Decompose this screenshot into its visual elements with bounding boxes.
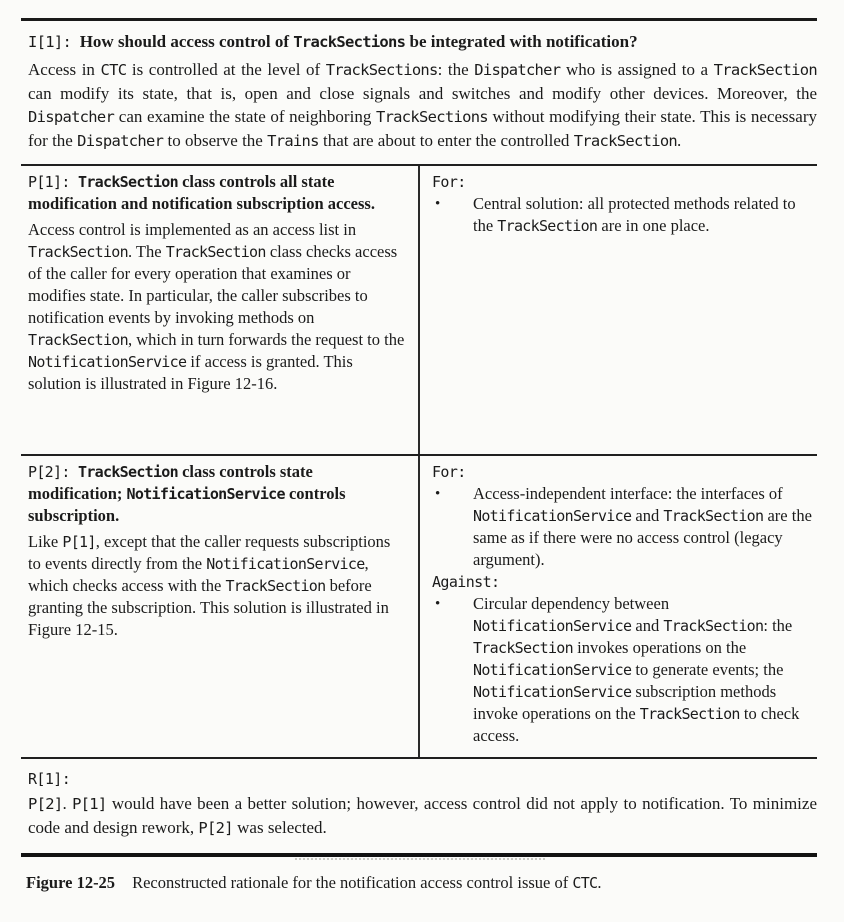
figure-caption-label: Figure 12-25: [26, 873, 116, 892]
resolution-label: R[1]:: [28, 770, 71, 788]
against-label: Against:: [432, 573, 500, 591]
proposal-1-assessment-cell: [420, 166, 817, 454]
issue-description: Access in CTC is controlled at the level of TrackSections: the Dispatcher who is assigned to a TrackSection can modify its state, that is, open and close signals and switches and modify other devices. Moreover, the Dispatcher can examine the state of neighboring TrackSections without modifying their state. This is necessary for the Dispatcher to observe the Trains that are about to enter the controlled TrackSection.: [28, 60, 818, 150]
top-rule: [21, 18, 817, 21]
proposal-2-assessment-cell: [420, 456, 817, 757]
proposal-1-cell: [21, 166, 420, 454]
figure-caption-text: Reconstructed rationale for the notification access control issue of CTC.: [132, 873, 602, 892]
bullet-text: Access-independent interface: the interfaces of NotificationService and TrackSection are the same as if there were no access control (legacy argument).: [473, 484, 812, 569]
figure-bottom-rule: [21, 853, 817, 857]
proposal-1-body: Access control is implemented as an access list in TrackSection. The TrackSection class checks access of the caller for every operation that examines or modifies state. In particular, the caller subscribes to notification events by invoking methods on TrackSection, which in turn forwards the request to the NotificationService if access is granted. This solution is illustrated in Figure 12-16.: [28, 220, 405, 393]
bullet-text: Central solution: all protected methods related to the TrackSection are in one place.: [473, 194, 796, 235]
for-label: For:: [432, 463, 466, 481]
for-label: For:: [432, 173, 466, 191]
resolution-section: [28, 768, 817, 840]
issue-heading: I[1]: How should access control of TrackSections be integrated with notification?: [28, 32, 638, 51]
rationale-table: [21, 164, 817, 759]
figure-caption: [26, 872, 817, 894]
proposal-2-cell: [21, 456, 420, 757]
proposal-2-body: Like P[1], except that the caller requests subscriptions to events directly from the NotificationService, which checks access with the TrackSection before granting the subscription. This solution is illustrated in Figure 12-15.: [28, 532, 391, 639]
bullet-icon: •: [435, 486, 441, 502]
document-page: [21, 0, 817, 894]
table-row-proposal-1: [21, 166, 817, 456]
proposal-1-heading: P[1]: TrackSection class controls all state modification and notification subscription access.: [28, 172, 375, 213]
bullet-text: Circular dependency between NotificationService and TrackSection: the TrackSection invokes operations on the NotificationService to generate events; the NotificationService subscription methods invoke operations on the TrackSection to check access.: [473, 594, 800, 745]
list-item: [432, 193, 813, 237]
resolution-body: P[2]. P[1] would have been a better solution; however, access control did not apply to notification. To minimize code and design rework, P[2] was selected.: [28, 794, 818, 837]
bullet-icon: •: [435, 596, 441, 612]
list-item: [432, 593, 813, 747]
scan-artifact: [295, 858, 545, 860]
list-item: [432, 483, 813, 571]
proposal-2-heading: P[2]: TrackSection class controls state modification; NotificationService controls subscription.: [28, 462, 346, 525]
table-row-proposal-2: [21, 456, 817, 759]
bullet-icon: •: [435, 196, 441, 212]
